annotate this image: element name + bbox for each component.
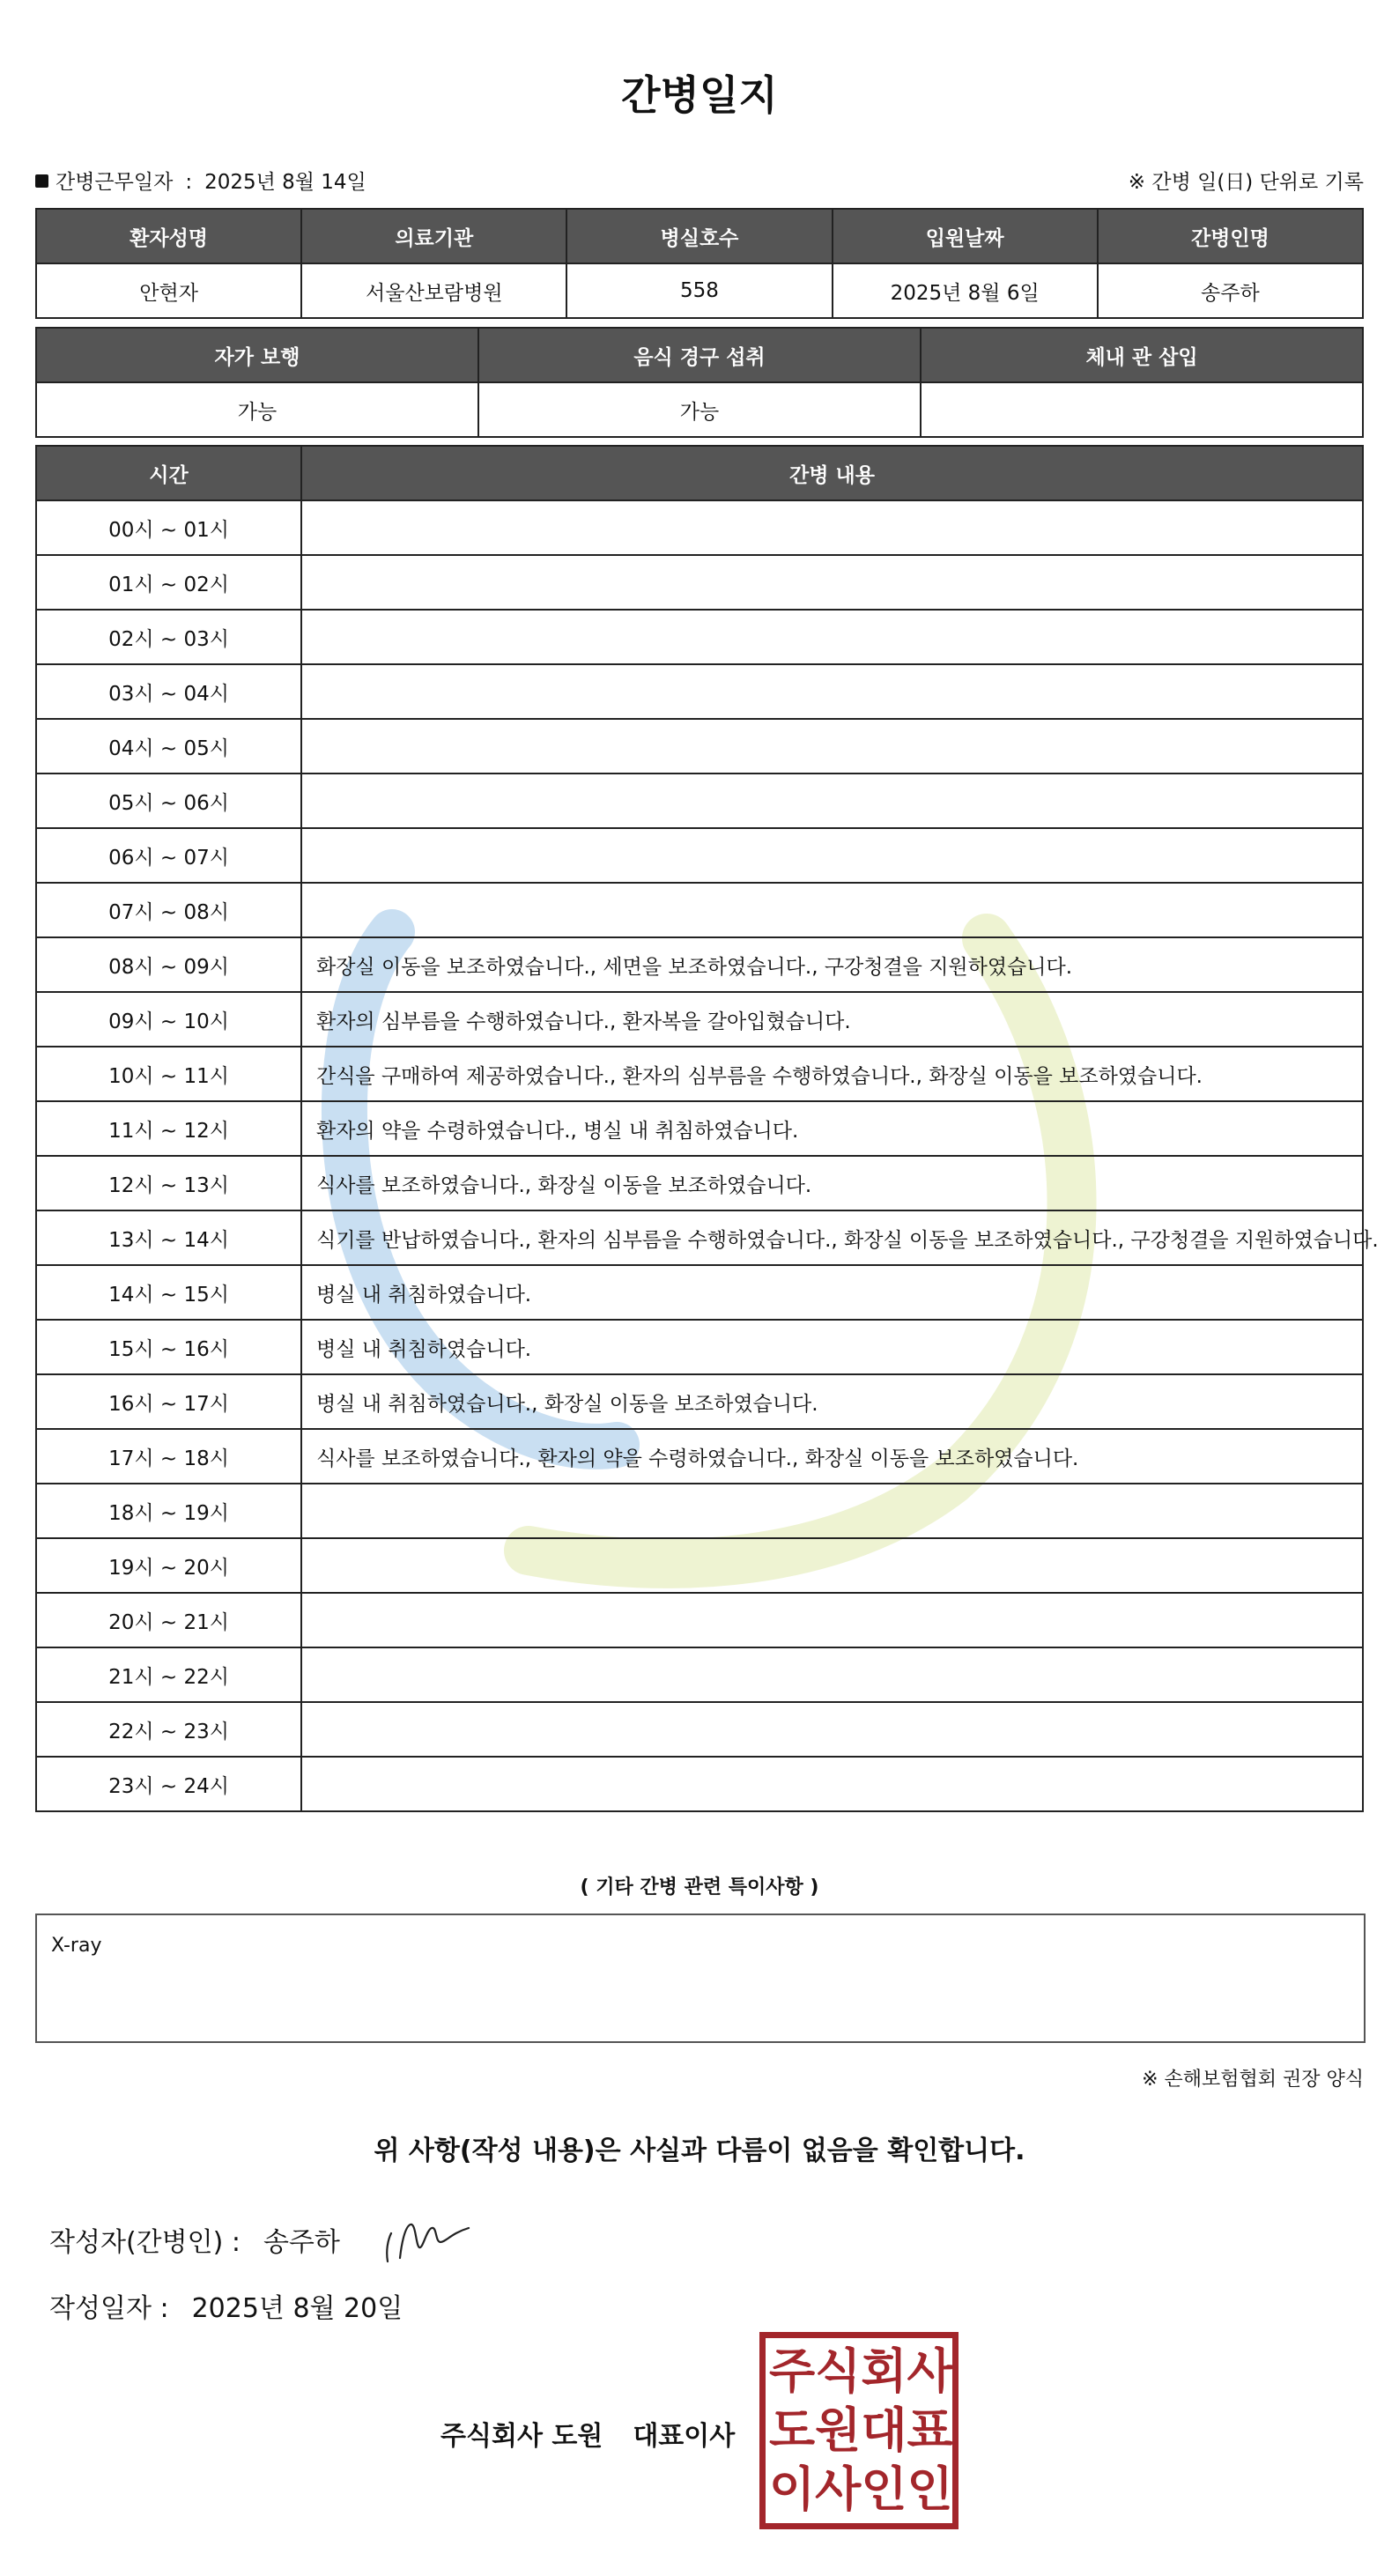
care-content: [301, 1757, 1363, 1811]
table-row: [36, 1374, 1363, 1429]
work-date-separator: :: [185, 171, 193, 194]
time-slot: 06시 ~ 07시: [36, 828, 301, 883]
time-slot: 05시 ~ 06시: [36, 774, 301, 828]
admission-date: 2025년 8월 6일: [833, 263, 1098, 318]
document-title: 간병일지: [621, 71, 778, 119]
care-content: 병실 내 취침하였습니다.: [301, 1265, 1363, 1320]
write-date-value: 2025년 8월 20일: [191, 2293, 403, 2324]
care-content: 식기를 반납하였습니다., 환자의 심부름을 수행하였습니다., 화장실 이동을 보조하였습니다., 구강청결을 지원하였습니다.: [301, 1210, 1363, 1265]
care-content: [301, 828, 1363, 883]
seal-character: 사: [815, 2461, 862, 2518]
table-row: [36, 774, 1363, 828]
care-content: [301, 883, 1363, 937]
care-content: [301, 719, 1363, 774]
form-note: ※ 손해보험협회 권장 양식: [1142, 2069, 1364, 2091]
seal-character: 이: [769, 2461, 816, 2518]
time-slot: 09시 ~ 10시: [36, 992, 301, 1047]
patient-name: 안현자: [36, 263, 301, 318]
walking-value: 가능: [36, 382, 478, 437]
time-slot: 08시 ~ 09시: [36, 937, 301, 992]
signature-icon: [381, 2207, 477, 2269]
care-content: [301, 1538, 1363, 1593]
table-row: [36, 1647, 1363, 1702]
table-row: [36, 1210, 1363, 1265]
table-row: [36, 883, 1363, 937]
room-number: 558: [566, 263, 832, 318]
header-admission-date: 입원날짜: [833, 209, 1098, 263]
confirmation-statement: 위 사항(작성 내용)은 사실과 다름이 없음을 확인합니다.: [374, 2136, 1025, 2166]
seal-character: 사: [907, 2343, 953, 2399]
care-content: [301, 1593, 1363, 1647]
seal-character: 식: [815, 2343, 862, 2399]
table-row: [36, 1320, 1363, 1374]
company-seal-stamp: [759, 2332, 959, 2529]
table-row: [36, 1156, 1363, 1210]
time-slot: 04시 ~ 05시: [36, 719, 301, 774]
table-row: [36, 1593, 1363, 1647]
tube-value: [921, 382, 1363, 437]
notes-heading: ( 기타 간병 관련 특이사항 ): [580, 1876, 819, 1899]
care-content: [301, 555, 1363, 610]
time-slot: 13시 ~ 14시: [36, 1210, 301, 1265]
time-slot: 15시 ~ 16시: [36, 1320, 301, 1374]
care-content: 병실 내 취침하였습니다.: [301, 1320, 1363, 1374]
seal-character: 표: [907, 2402, 953, 2458]
seal-character: 인: [861, 2461, 907, 2518]
table-row: [36, 500, 1363, 555]
header-oral-intake: 음식 경구 섭취: [478, 328, 921, 382]
seal-character: 인: [907, 2461, 953, 2518]
company-line: [440, 2414, 735, 2453]
time-slot: 02시 ~ 03시: [36, 610, 301, 664]
time-slot: 11시 ~ 12시: [36, 1101, 301, 1156]
care-content: 환자의 약을 수령하였습니다., 병실 내 취침하였습니다.: [301, 1101, 1363, 1156]
header-caregiver: 간병인명: [1098, 209, 1363, 263]
care-content: [301, 1647, 1363, 1702]
notes-box: [35, 1913, 1366, 2043]
care-log-table: [35, 445, 1379, 1812]
care-content: 화장실 이동을 보조하였습니다., 세면을 보조하였습니다., 구강청결을 지원하였습니다.: [301, 937, 1363, 992]
time-slot: 03시 ~ 04시: [36, 664, 301, 719]
table-row: [36, 1484, 1363, 1538]
time-slot: 22시 ~ 23시: [36, 1702, 301, 1757]
care-content: 식사를 보조하였습니다., 환자의 약을 수령하였습니다., 화장실 이동을 보조하였습니다.: [301, 1429, 1363, 1484]
time-slot: 20시 ~ 21시: [36, 1593, 301, 1647]
header-time: 시간: [36, 446, 301, 500]
oral-intake-value: 가능: [478, 382, 921, 437]
time-slot: 00시 ~ 01시: [36, 500, 301, 555]
time-slot: 21시 ~ 22시: [36, 1647, 301, 1702]
table-row: [36, 664, 1363, 719]
table-row: [36, 1101, 1363, 1156]
unit-note: ※ 간병 일(日) 단위로 기록: [1128, 171, 1364, 194]
writer-line: [49, 2220, 340, 2259]
time-slot: 17시 ~ 18시: [36, 1429, 301, 1484]
seal-character: 원: [815, 2402, 862, 2458]
work-date-value: 2025년 8월 14일: [204, 171, 366, 194]
time-slot: 10시 ~ 11시: [36, 1047, 301, 1101]
care-content: [301, 1484, 1363, 1538]
write-date-label: 작성일자 :: [49, 2293, 169, 2324]
care-content: 식사를 보조하였습니다., 화장실 이동을 보조하였습니다.: [301, 1156, 1363, 1210]
seal-character: 회: [861, 2343, 907, 2399]
care-content: 간식을 구매하여 제공하였습니다., 환자의 심부름을 수행하였습니다., 화장실 이동을 보조하였습니다.: [301, 1047, 1363, 1101]
company-title: 대표이사: [633, 2421, 736, 2452]
time-slot: 23시 ~ 24시: [36, 1757, 301, 1811]
seal-character: 도: [769, 2402, 816, 2458]
work-date: [35, 166, 366, 195]
table-row: [36, 610, 1363, 664]
table-row: [36, 1538, 1363, 1593]
table-row: [36, 1757, 1363, 1811]
table-row: [36, 1429, 1363, 1484]
patient-info-table: [35, 208, 1364, 319]
table-row: [36, 1702, 1363, 1757]
time-slot: 19시 ~ 20시: [36, 1538, 301, 1593]
table-row: [36, 719, 1363, 774]
care-content: 환자의 심부름을 수행하였습니다., 환자복을 갈아입혔습니다.: [301, 992, 1363, 1047]
seal-character: 대: [861, 2402, 907, 2458]
time-slot: 16시 ~ 17시: [36, 1374, 301, 1429]
time-slot: 12시 ~ 13시: [36, 1156, 301, 1210]
header-patient-name: 환자성명: [36, 209, 301, 263]
writer-name: 송주하: [263, 2227, 340, 2258]
writer-label: 작성자(간병인) :: [49, 2227, 241, 2258]
write-date-line: [49, 2286, 403, 2325]
table-row: [36, 992, 1363, 1047]
header-room: 병실호수: [566, 209, 832, 263]
time-slot: 18시 ~ 19시: [36, 1484, 301, 1538]
time-slot: 07시 ~ 08시: [36, 883, 301, 937]
header-walking: 자가 보행: [36, 328, 478, 382]
table-row: [36, 1265, 1363, 1320]
care-content: [301, 500, 1363, 555]
header-care-content: 간병 내용: [301, 446, 1363, 500]
hospital: 서울산보람병원: [301, 263, 566, 318]
company-name: 주식회사 도원: [440, 2421, 603, 2452]
table-row: [36, 555, 1363, 610]
patient-ability-table: [35, 327, 1364, 438]
table-row: [36, 937, 1363, 992]
care-content: [301, 610, 1363, 664]
table-row: [36, 828, 1363, 883]
header-hospital: 의료기관: [301, 209, 566, 263]
time-slot: 14시 ~ 15시: [36, 1265, 301, 1320]
bullet-square-icon: [35, 174, 48, 188]
table-row: [36, 1047, 1363, 1101]
care-content: 병실 내 취침하였습니다., 화장실 이동을 보조하였습니다.: [301, 1374, 1363, 1429]
time-slot: 01시 ~ 02시: [36, 555, 301, 610]
care-content: [301, 1702, 1363, 1757]
notes-text: X-ray: [51, 1935, 102, 1957]
work-date-label: 간병근무일자: [56, 171, 174, 194]
caregiver-name: 송주하: [1098, 263, 1363, 318]
header-tube: 체내 관 삽입: [921, 328, 1363, 382]
care-content: [301, 664, 1363, 719]
care-content: [301, 774, 1363, 828]
seal-character: 주: [769, 2343, 816, 2399]
